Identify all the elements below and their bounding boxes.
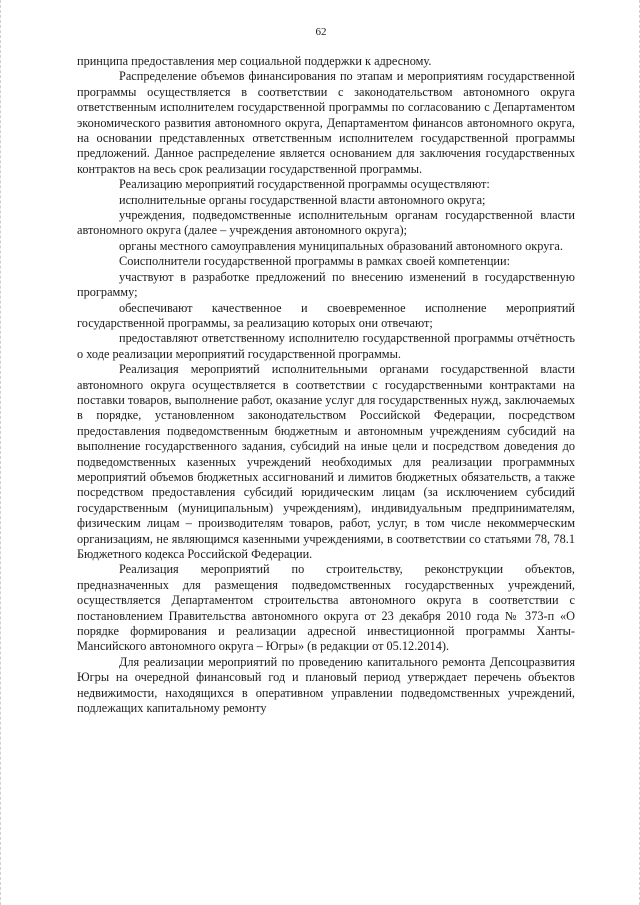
paragraph: учреждения, подведомственные исполнительным органам государственной власти автономного округа (далее – учреждения автономного округа); [77, 208, 575, 238]
paragraph: обеспечивают качественное и своевременное исполнение мероприятий государственной программы, за реализацию которых они отвечают; [77, 300, 575, 330]
paragraph: Реализацию мероприятий государственной программы осуществляют: [119, 177, 490, 192]
page-number: 62 [315, 26, 327, 38]
paragraph: принципа предоставления мер социальной поддержки к адресному. [77, 54, 432, 68]
paragraph: Реализация мероприятий по строительству, реконструкции объектов, предназначенных для размещения подведомственных государственных учреждений, осуществляется Департаментом строительства автономного округа в соответствии с постановлением Правительства автономного округа от 23 декабря 2010 года № 373-п «О порядке формирования и реализации адресной инвестиционной программы Ханты-Мансийского автономного округа – Югры» (в редакции от 05.12.2014). [77, 562, 575, 654]
paragraph: предоставляют ответственному исполнителю государственной программы отчётность о ходе реализации мероприятий государственной программы. [77, 331, 575, 361]
paragraph: органы местного самоуправления муниципальных образований автономного округа. [119, 238, 563, 253]
paragraph: исполнительные органы государственной власти автономного округа; [119, 192, 486, 207]
paragraph: Распределение объемов финансирования по этапам и мероприятиям государственной программы осуществляется в соответствии с законодательством автономного округа ответственным исполнителем государственной программы по согласованию с Департаментом экономического развития автономного округа, Департаментом финансов автономного округа, на основании представленных ответственным исполнителем государственной программы предложений. Данное распределение является основанием для заключения государственных контрактов на весь срок реализации государственной программы. [77, 69, 575, 176]
paragraph: Реализация мероприятий исполнительными органами государственной власти автономного округа осуществляется в соответствии с государственными контрактами на поставки товаров, выполнение работ, оказание услуг для государственных нужд, заключаемых в порядке, установленном законодательством Российской Федерации, посредством предоставления подведомственным бюджетным и автономным учреждениям субсидий на выполнение государственного задания, субсидий на иные цели и посредством доведения до подведомственных казенных учреждений необходимых для реализации программных мероприятий объемов бюджетных ассигнований и лимитов бюджетных обязательств, а также посредством предоставления субсидий юридическим лицам (за исключением субсидий государственным (муниципальным) учреждениям), индивидуальным предпринимателям, физическим лицам – производителям товаров, работ, услуг, в том числе некоммерческим организациям, не являющимся казенными учреждениями, в соответствии со статьями 78, 78.1 Бюджетного кодекса Российской Федерации. [77, 362, 575, 561]
document-body [77, 54, 575, 716]
paragraph: Соисполнители государственной программы в рамках своей компетенции: [119, 254, 511, 269]
paragraph: участвуют в разработке предложений по внесению изменений в государственную программу; [77, 269, 575, 300]
paragraph: Для реализации мероприятий по проведению капитального ремонта Депсоцразвития Югры на очередной финансовый год и плановый период утверждает перечень объектов недвижимости, находящихся в оперативном управлении подведомственных учреждений, подлежащих капитальному ремонту [77, 654, 575, 716]
